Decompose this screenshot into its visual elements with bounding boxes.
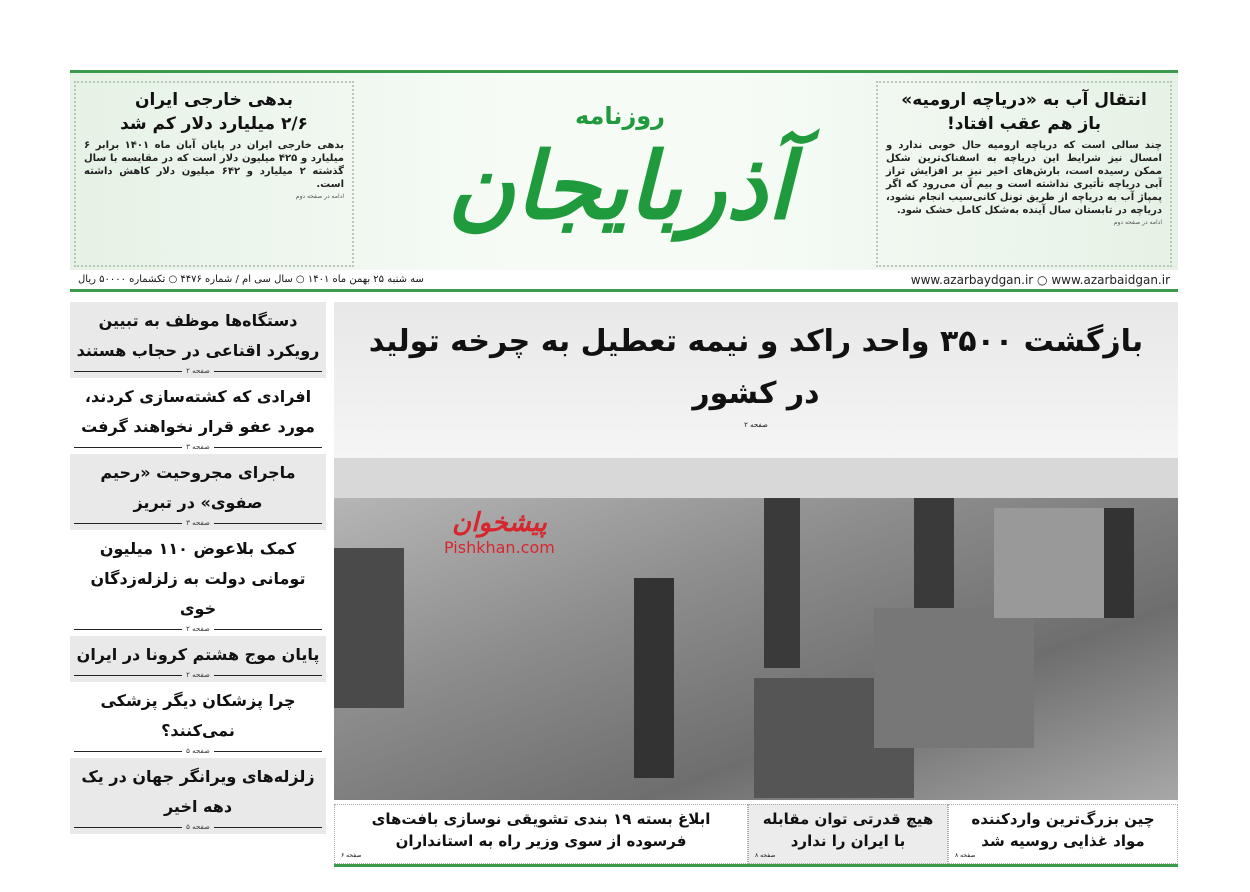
teaser-title: ۲/۶ میلیارد دلار کم شد — [120, 114, 308, 134]
page-ref: صفحه ۵ — [74, 746, 322, 756]
bottom-story[interactable] — [334, 804, 748, 864]
list-item[interactable] — [70, 302, 326, 378]
story-title: ابلاغ بسته ۱۹ بندی تشویقی نوسازی بافت‌های فرسوده از سوی وزیر راه به استانداران — [371, 810, 711, 850]
page-ref: صفحه ۲ — [74, 366, 322, 376]
dateline-strip — [70, 270, 1178, 292]
newspaper-logo — [370, 73, 870, 269]
page-ref: صفحه ۲ — [74, 670, 322, 680]
item-title: پایان موج هشتم کرونا در ایران — [76, 645, 320, 664]
page-ref: صفحه ۵ — [74, 822, 322, 832]
list-item[interactable] — [70, 378, 326, 454]
main-headline-block — [334, 302, 1178, 458]
page-ref: صفحه ۲ — [74, 624, 322, 634]
list-item[interactable] — [70, 636, 326, 682]
website-links[interactable]: www.azarbaydgan.ir ○ www.azarbaidgan.ir — [910, 272, 1170, 287]
teaser-title: انتقال آب به «دریاچه ارومیه» — [901, 90, 1147, 110]
continued-note: ادامه در صفحه دوم — [295, 193, 344, 200]
list-item[interactable] — [70, 454, 326, 530]
story-title: هیچ قدرتی توان مقابله با ایران را ندارد — [762, 810, 934, 850]
list-item[interactable] — [70, 758, 326, 834]
item-title: دستگاه‌ها موظف به تبیین رویکرد اقناعی در حجاب هستند — [76, 311, 320, 360]
factory-photo — [334, 458, 1178, 800]
bottom-stories — [334, 804, 1178, 867]
page-ref: صفحه ۸ — [755, 852, 776, 859]
bottom-story[interactable] — [948, 804, 1178, 864]
item-title: زلزله‌های ویرانگر جهان در یک دهه اخیر — [81, 767, 315, 816]
teaser-lake-urmia[interactable] — [876, 81, 1172, 267]
item-title: ماجرای مجروحیت «رحیم صفوی» در تبریز — [100, 463, 296, 512]
dateline: سه شنبه ۲۵ بهمن ماه ۱۴۰۱ ○ سال سی ام / شماره ۴۴۷۶ ○ تکشماره ۵۰۰۰۰ ریال — [78, 274, 424, 285]
teaser-foreign-debt[interactable] — [74, 81, 354, 267]
masthead — [70, 70, 1178, 270]
story-title: چین بزرگ‌ترین واردکننده مواد غذایی روسیه شد — [971, 810, 1155, 850]
logo-name: آذربایجان — [447, 132, 793, 240]
teaser-title: بدهی خارجی ایران — [134, 90, 294, 110]
main-headline: بازگشت ۳۵۰۰ واحد راکد و نیمه تعطیل به چرخه تولید در کشور — [368, 324, 1144, 411]
teaser-body: بدهی خارجی ایران در پایان آبان ماه ۱۴۰۱ برابر ۶ میلیارد و ۴۲۵ میلیون دلار است که در مقایسه با سال گذشته ۲ میلیارد و ۶۴۲ میلیون دلار کاهش داشته است. — [84, 140, 345, 190]
page-ref: صفحه ۳ — [74, 518, 322, 528]
item-title: کمک بلاعوض ۱۱۰ میلیون تومانی دولت به زلزله‌زدگان خوی — [90, 539, 306, 618]
item-title: افرادی که کشته‌سازی کردند، مورد عفو قرار نخواهند گرفت — [81, 387, 315, 436]
list-item[interactable] — [70, 682, 326, 758]
page-ref: صفحه ۳ — [74, 442, 322, 452]
item-title: چرا پزشکان دیگر پزشکی نمی‌کنند؟ — [100, 691, 296, 740]
page-ref: صفحه ۶ — [341, 852, 362, 859]
watermark-en: Pishkhan.com — [444, 538, 555, 557]
pishkhan-watermark — [444, 508, 555, 557]
logo-subtitle: روزنامه — [575, 102, 665, 130]
main-story[interactable] — [334, 302, 1178, 800]
left-column — [70, 302, 326, 834]
list-item[interactable] — [70, 530, 326, 636]
bottom-story[interactable] — [748, 804, 948, 864]
page-ref: صفحه ۲ — [744, 421, 768, 429]
page-ref: صفحه ۸ — [955, 852, 976, 859]
watermark-fa: پیشخوان — [452, 508, 547, 538]
teaser-title: باز هم عقب افتاد! — [946, 114, 1102, 134]
teaser-body: چند سالی است که دریاچه ارومیه حال خوبی ندارد و امسال نیز شرایط این دریاچه به اسفناک‌ترین شکل ممکن رسیده است، بارش‌های اخیر نیز بر افزایش تراز آبی دریاچه تأثیری نداشته است و بیم آن می‌رود که اگر پمپاژ آب به دریاچه از طریق تونل کانی‌سیب انجام نشود، دریاچه در تابستان سال آینده به‌شکل کامل خشک شود. — [886, 140, 1162, 216]
continued-note: ادامه در صفحه دوم — [1113, 219, 1162, 226]
